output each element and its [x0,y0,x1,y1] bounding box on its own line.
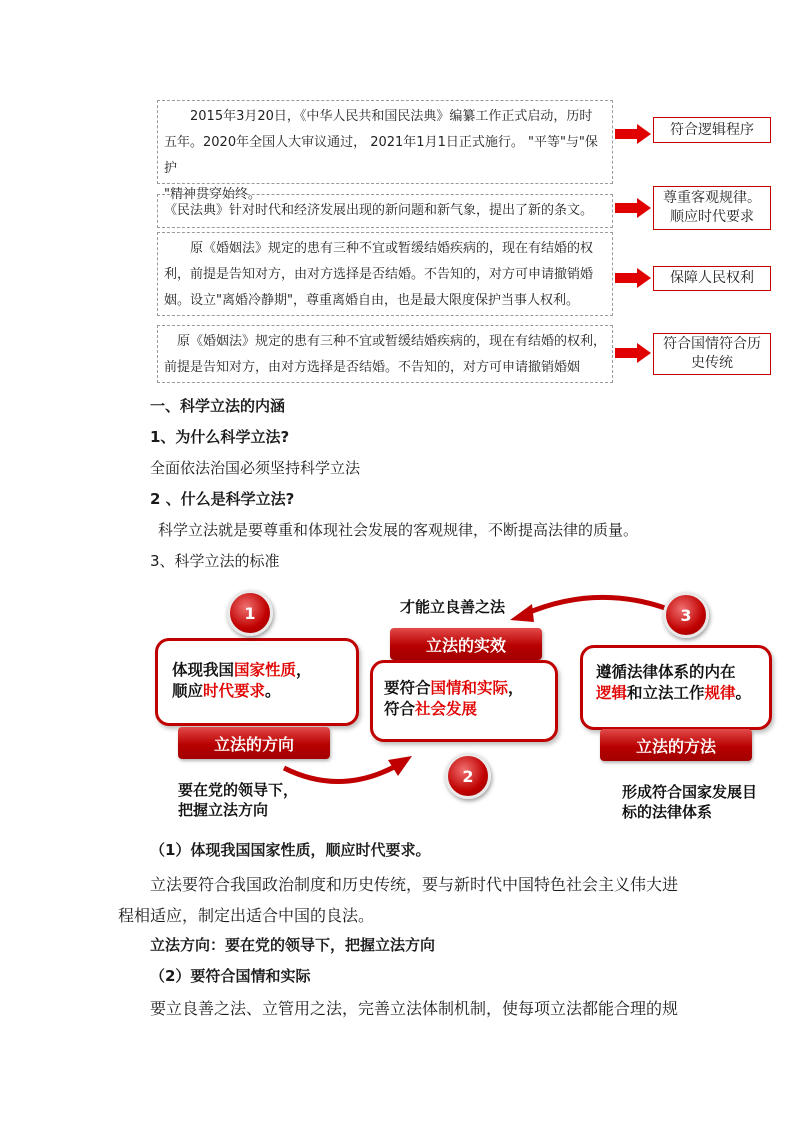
result-text: 顺应时代要求 [670,209,754,225]
event-text-line: 2015年3月20日，《中华人民共和国民法典》编纂工作正式启动，历时 [164,109,593,124]
event-text-line: 《民法典》针对时代和经济发展出现的新问题和新气象，提出了新的条文。 [164,203,594,218]
direction-card-text: 体现我国国家性质， 顺应时代要求。 [172,661,312,700]
right-arrow-icon [615,268,651,288]
result-box-2 [653,186,771,230]
event-text-line: 前提是告知对方，由对方选择是否结婚。不告知的，对方可申请撤销婚姻 [164,360,581,375]
event-box-1 [157,100,613,202]
right-arrow-icon [615,198,651,218]
event-text-line: 姻。设立"离婚冷静期"，尊重离婚自由，也是最大限度保护当事人权利。 [164,293,579,308]
event-text-line: 五年。2020年全国人大审议通过， 2021年1月1日正式施行。 "平等"与"保护 [164,135,598,176]
event-text-line: 原《婚姻法》规定的患有三种不宜或暂缓结婚疾病的，现在有结婚的权 [164,241,594,256]
top-label: 才能立良善之法 [400,598,506,616]
event-text-line: "精神贯穿始终。 [164,187,261,202]
point-2-title: （2）要符合国情和实际 [150,967,311,985]
step-3-badge: 3 [663,592,709,638]
direction-pill: 立法的方向 [178,727,330,759]
effect-card-text: 要符合国情和实际， 符合社会发展 [384,679,524,718]
point-1-text: 程相适应，制定出适合中国的良法。 [118,906,375,925]
method-card-text: 遵循法律体系的内在 逻辑和立法工作规律。 [596,663,752,702]
event-text-line: 原《婚姻法》规定的患有三种不宜或暂缓结婚疾病的，现在有结婚的权利， [164,334,607,349]
result-text: 符合国情符合历 [663,336,761,352]
point-1-title: （1）体现我国国家性质，顺应时代要求。 [150,841,431,859]
method-pill: 立法的方法 [600,729,752,761]
answer-2: 科学立法就是要尊重和体现社会发展的客观规律，不断提高法律的质量。 [158,521,639,539]
result-text: 符合逻辑程序 [670,121,754,138]
effect-pill: 立法的实效 [390,628,542,660]
step-2-badge: 2 [445,753,491,799]
point-1-text: 立法要符合我国政治制度和历史传统，要与新时代中国特色社会主义伟大进 [150,875,679,894]
question-3: 3、科学立法的标准 [150,552,280,570]
result-text: 史传统 [691,355,733,371]
event-box-3 [157,232,613,316]
result-text: 尊重客观规律。 [663,190,761,206]
step-1-badge: 1 [227,590,273,636]
result-text: 保障人民权利 [670,270,754,286]
point-2-text: 要立良善之法、立管用之法，完善立法体制机制，使每项立法都能合理的规 [150,999,679,1018]
event-box-2 [157,194,613,228]
answer-1: 全面依法治国必须坚持科学立法 [150,459,361,477]
question-1: 1、为什么科学立法? [150,428,290,446]
direction-note: 要在党的领导下， 把握立法方向 [178,781,299,819]
method-note: 形成符合国家发展目 标的法律体系 [622,783,758,821]
event-text-line: 利，前提是告知对方，由对方选择是否结婚。不告知的，对方可申请撤销婚 [164,267,594,282]
point-1-direction: 立法方向：要在党的领导下，把握立法方向 [150,936,436,954]
bottom-curved-arrow [280,748,420,788]
result-box-4 [653,333,771,375]
section-heading: 一、科学立法的内涵 [150,397,286,415]
question-2: 2 、什么是科学立法? [150,490,295,508]
result-box-1 [653,117,771,143]
right-arrow-icon [615,343,651,363]
result-box-3 [653,266,771,291]
event-box-4 [157,325,613,383]
right-arrow-icon [615,124,651,144]
top-curved-arrow [500,590,670,630]
